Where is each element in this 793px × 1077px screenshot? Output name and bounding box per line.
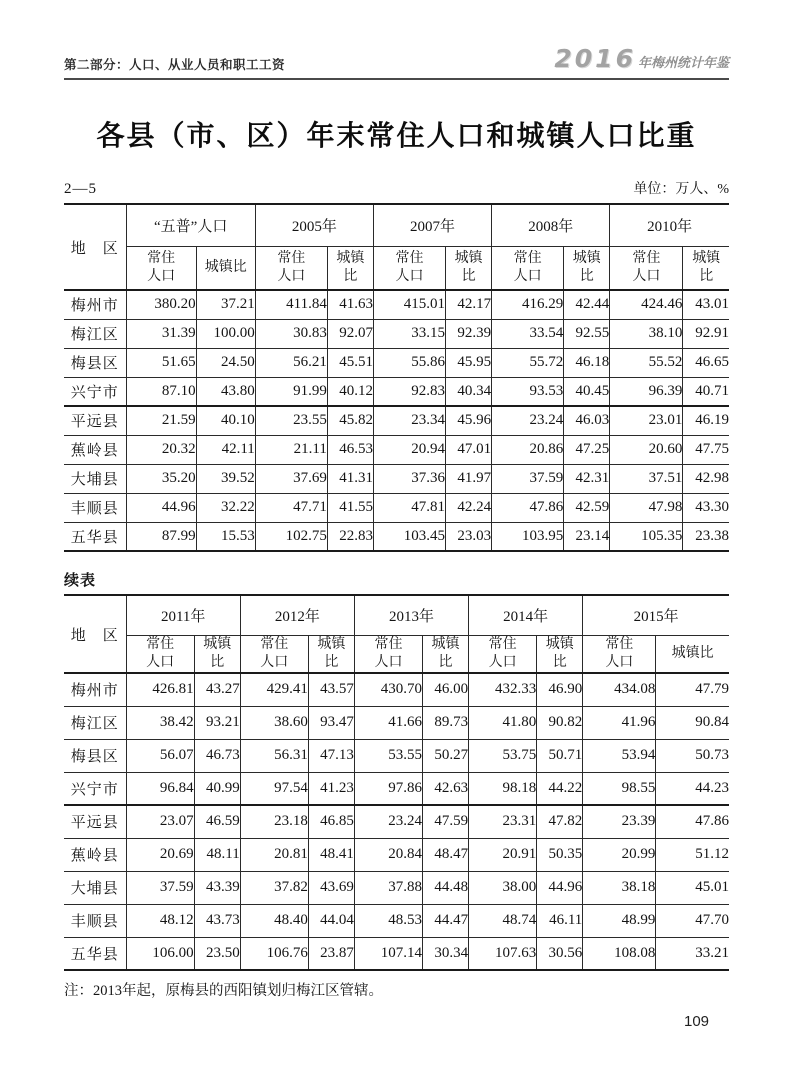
- value-cell: 48.12: [126, 904, 194, 937]
- region-cell: 平远县: [64, 406, 126, 435]
- region-cell: 丰顺县: [64, 904, 126, 937]
- value-cell: 20.81: [240, 838, 308, 871]
- value-cell: 92.83: [373, 377, 445, 406]
- value-cell: 87.99: [126, 522, 196, 551]
- value-cell: 15.53: [196, 522, 255, 551]
- value-cell: 105.35: [610, 522, 683, 551]
- value-cell: 31.39: [126, 319, 196, 348]
- value-cell: 42.24: [446, 493, 492, 522]
- value-cell: 47.86: [656, 805, 729, 838]
- value-cell: 93.21: [194, 706, 240, 739]
- region-cell: 五华县: [64, 522, 126, 551]
- value-cell: 93.47: [308, 706, 354, 739]
- value-cell: 24.50: [196, 348, 255, 377]
- value-cell: 41.96: [583, 706, 656, 739]
- value-cell: 41.63: [327, 290, 373, 319]
- value-cell: 47.82: [537, 805, 583, 838]
- value-cell: 40.45: [564, 377, 610, 406]
- table-row: [64, 937, 729, 970]
- value-cell: 98.55: [583, 772, 656, 805]
- value-cell: 23.38: [683, 522, 729, 551]
- value-cell: 47.98: [610, 493, 683, 522]
- column-group-header: 2008年: [492, 204, 610, 246]
- column-subheader: 常住 人口: [126, 635, 194, 673]
- value-cell: 48.40: [240, 904, 308, 937]
- value-cell: 89.73: [423, 706, 469, 739]
- column-group-header: “五普”人口: [126, 204, 255, 246]
- table-row: [64, 739, 729, 772]
- value-cell: 47.25: [564, 435, 610, 464]
- value-cell: 37.88: [354, 871, 422, 904]
- value-cell: 22.83: [327, 522, 373, 551]
- value-cell: 50.73: [656, 739, 729, 772]
- region-cell: 大埔县: [64, 871, 126, 904]
- table-row: [64, 904, 729, 937]
- value-cell: 429.41: [240, 673, 308, 706]
- value-cell: 20.69: [126, 838, 194, 871]
- value-cell: 35.20: [126, 464, 196, 493]
- column-subheader: 常住 人口: [255, 246, 327, 290]
- value-cell: 44.23: [656, 772, 729, 805]
- population-table-continued: [64, 594, 729, 971]
- population-table-continued-container: [64, 594, 729, 971]
- value-cell: 87.10: [126, 377, 196, 406]
- value-cell: 55.86: [373, 348, 445, 377]
- value-cell: 20.32: [126, 435, 196, 464]
- value-cell: 56.21: [255, 348, 327, 377]
- value-cell: 20.99: [583, 838, 656, 871]
- value-cell: 37.69: [255, 464, 327, 493]
- value-cell: 45.51: [327, 348, 373, 377]
- value-cell: 44.48: [423, 871, 469, 904]
- value-cell: 33.15: [373, 319, 445, 348]
- value-cell: 53.55: [354, 739, 422, 772]
- value-cell: 48.11: [194, 838, 240, 871]
- region-cell: 蕉岭县: [64, 435, 126, 464]
- value-cell: 103.95: [492, 522, 564, 551]
- value-cell: 92.91: [683, 319, 729, 348]
- table-row: [64, 706, 729, 739]
- table-row: [64, 805, 729, 838]
- column-subheader: 城镇 比: [194, 635, 240, 673]
- value-cell: 42.59: [564, 493, 610, 522]
- value-cell: 46.59: [194, 805, 240, 838]
- value-cell: 56.07: [126, 739, 194, 772]
- region-cell: 丰顺县: [64, 493, 126, 522]
- value-cell: 411.84: [255, 290, 327, 319]
- region-cell: 平远县: [64, 805, 126, 838]
- value-cell: 20.60: [610, 435, 683, 464]
- value-cell: 23.18: [240, 805, 308, 838]
- population-table-main-container: [64, 203, 729, 552]
- column-subheader: 城镇 比: [564, 246, 610, 290]
- value-cell: 37.51: [610, 464, 683, 493]
- value-cell: 23.24: [354, 805, 422, 838]
- value-cell: 23.24: [492, 406, 564, 435]
- logo-year: 2016: [554, 44, 636, 73]
- column-subheader: 常住 人口: [354, 635, 422, 673]
- value-cell: 41.55: [327, 493, 373, 522]
- running-header: [64, 0, 729, 80]
- value-cell: 32.22: [196, 493, 255, 522]
- unit-label: 单位：万人、%: [633, 182, 729, 197]
- page-number: 109: [684, 1013, 710, 1030]
- value-cell: 415.01: [373, 290, 445, 319]
- value-cell: 416.29: [492, 290, 564, 319]
- table-row: [64, 871, 729, 904]
- value-cell: 47.59: [423, 805, 469, 838]
- value-cell: 44.04: [308, 904, 354, 937]
- column-subheader: 城镇比: [656, 635, 729, 673]
- value-cell: 108.08: [583, 937, 656, 970]
- value-cell: 42.63: [423, 772, 469, 805]
- value-cell: 44.22: [537, 772, 583, 805]
- column-subheader: 城镇比: [196, 246, 255, 290]
- value-cell: 100.00: [196, 319, 255, 348]
- region-cell: 梅县区: [64, 348, 126, 377]
- value-cell: 47.71: [255, 493, 327, 522]
- value-cell: 48.41: [308, 838, 354, 871]
- table-row: [64, 435, 729, 464]
- value-cell: 55.52: [610, 348, 683, 377]
- column-group-header: 2007年: [373, 204, 491, 246]
- value-cell: 38.00: [469, 871, 537, 904]
- value-cell: 56.31: [240, 739, 308, 772]
- value-cell: 43.39: [194, 871, 240, 904]
- value-cell: 50.71: [537, 739, 583, 772]
- value-cell: 106.00: [126, 937, 194, 970]
- table-row: [64, 319, 729, 348]
- value-cell: 47.01: [446, 435, 492, 464]
- column-subheader: 城镇 比: [537, 635, 583, 673]
- value-cell: 46.18: [564, 348, 610, 377]
- region-cell: 兴宁市: [64, 377, 126, 406]
- page-title: 各县（市、区）年末常住人口和城镇人口比重: [96, 121, 697, 152]
- value-cell: 30.56: [537, 937, 583, 970]
- value-cell: 46.73: [194, 739, 240, 772]
- region-cell: 蕉岭县: [64, 838, 126, 871]
- value-cell: 20.86: [492, 435, 564, 464]
- value-cell: 23.39: [583, 805, 656, 838]
- value-cell: 98.18: [469, 772, 537, 805]
- value-cell: 20.84: [354, 838, 422, 871]
- value-cell: 91.99: [255, 377, 327, 406]
- column-subheader: 常住 人口: [610, 246, 683, 290]
- value-cell: 47.81: [373, 493, 445, 522]
- table-row: [64, 673, 729, 706]
- value-cell: 38.42: [126, 706, 194, 739]
- value-cell: 23.55: [255, 406, 327, 435]
- value-cell: 46.00: [423, 673, 469, 706]
- value-cell: 39.52: [196, 464, 255, 493]
- value-cell: 43.57: [308, 673, 354, 706]
- logo-text: 年梅州统计年鉴: [637, 55, 729, 70]
- value-cell: 37.36: [373, 464, 445, 493]
- column-subheader: 城镇 比: [423, 635, 469, 673]
- column-subheader: 城镇 比: [446, 246, 492, 290]
- value-cell: 41.97: [446, 464, 492, 493]
- continued-label: 续表: [64, 573, 97, 589]
- value-cell: 23.01: [610, 406, 683, 435]
- value-cell: 47.86: [492, 493, 564, 522]
- column-subheader: 常住 人口: [492, 246, 564, 290]
- value-cell: 48.47: [423, 838, 469, 871]
- value-cell: 43.27: [194, 673, 240, 706]
- subheader-row: [64, 635, 729, 673]
- column-group-header: 2013年: [354, 595, 468, 635]
- column-subheader: 城镇 比: [683, 246, 729, 290]
- column-group-header: 2012年: [240, 595, 354, 635]
- value-cell: 46.65: [683, 348, 729, 377]
- value-cell: 20.94: [373, 435, 445, 464]
- year-header-row: [64, 595, 729, 635]
- value-cell: 42.98: [683, 464, 729, 493]
- value-cell: 45.95: [446, 348, 492, 377]
- value-cell: 46.90: [537, 673, 583, 706]
- value-cell: 40.99: [194, 772, 240, 805]
- region-cell: 梅州市: [70, 298, 119, 315]
- region-cell: 兴宁市: [64, 772, 126, 805]
- value-cell: 92.07: [327, 319, 373, 348]
- region-cell: 梅江区: [64, 319, 126, 348]
- table-row: [64, 406, 729, 435]
- table-row: [64, 348, 729, 377]
- table-row: [64, 464, 729, 493]
- value-cell: 97.86: [354, 772, 422, 805]
- value-cell: 53.75: [469, 739, 537, 772]
- value-cell: 424.46: [610, 290, 683, 319]
- value-cell: 107.63: [469, 937, 537, 970]
- section-title: 第二部分：人口、从业人员和职工工资: [64, 58, 286, 72]
- value-cell: 43.73: [194, 904, 240, 937]
- population-table-main: [64, 203, 729, 552]
- region-cell: 大埔县: [64, 464, 126, 493]
- value-cell: 33.21: [656, 937, 729, 970]
- value-cell: 42.44: [564, 290, 610, 319]
- value-cell: 46.11: [537, 904, 583, 937]
- column-subheader: 常住 人口: [126, 246, 196, 290]
- region-column-header: 地 区: [64, 204, 126, 290]
- value-cell: 51.65: [126, 348, 196, 377]
- column-group-header: 2011年: [126, 595, 240, 635]
- region-cell: 梅江区: [64, 706, 126, 739]
- region-cell: 梅州市: [70, 683, 119, 700]
- value-cell: 43.69: [308, 871, 354, 904]
- value-cell: 41.80: [469, 706, 537, 739]
- value-cell: 47.79: [656, 673, 729, 706]
- value-cell: 43.80: [196, 377, 255, 406]
- value-cell: 38.60: [240, 706, 308, 739]
- value-cell: 37.82: [240, 871, 308, 904]
- table-row: [64, 493, 729, 522]
- value-cell: 40.34: [446, 377, 492, 406]
- value-cell: 45.01: [656, 871, 729, 904]
- column-subheader: 常住 人口: [469, 635, 537, 673]
- column-group-header: 2010年: [610, 204, 729, 246]
- column-subheader: 城镇 比: [308, 635, 354, 673]
- value-cell: 23.31: [469, 805, 537, 838]
- value-cell: 45.96: [446, 406, 492, 435]
- value-cell: 23.34: [373, 406, 445, 435]
- value-cell: 51.12: [656, 838, 729, 871]
- value-cell: 40.71: [683, 377, 729, 406]
- value-cell: 43.30: [683, 493, 729, 522]
- value-cell: 46.85: [308, 805, 354, 838]
- value-cell: 92.39: [446, 319, 492, 348]
- value-cell: 90.84: [656, 706, 729, 739]
- value-cell: 48.99: [583, 904, 656, 937]
- value-cell: 46.03: [564, 406, 610, 435]
- value-cell: 23.50: [194, 937, 240, 970]
- table-note: 注：2013年起，原梅县的西阳镇划归梅江区管辖。: [64, 983, 383, 999]
- value-cell: 50.35: [537, 838, 583, 871]
- value-cell: 38.18: [583, 871, 656, 904]
- column-subheader: 常住 人口: [373, 246, 445, 290]
- value-cell: 380.20: [126, 290, 196, 319]
- value-cell: 40.10: [196, 406, 255, 435]
- value-cell: 430.70: [354, 673, 422, 706]
- column-group-header: 2005年: [255, 204, 373, 246]
- column-subheader: 常住 人口: [583, 635, 656, 673]
- value-cell: 38.10: [610, 319, 683, 348]
- table-code: 2—5: [64, 181, 97, 197]
- value-cell: 45.82: [327, 406, 373, 435]
- value-cell: 30.83: [255, 319, 327, 348]
- value-cell: 41.23: [308, 772, 354, 805]
- value-cell: 48.53: [354, 904, 422, 937]
- value-cell: 20.91: [469, 838, 537, 871]
- column-group-header: 2014年: [469, 595, 583, 635]
- value-cell: 92.55: [564, 319, 610, 348]
- value-cell: 41.66: [354, 706, 422, 739]
- value-cell: 43.01: [683, 290, 729, 319]
- value-cell: 37.59: [492, 464, 564, 493]
- value-cell: 50.27: [423, 739, 469, 772]
- table-row: [64, 522, 729, 551]
- value-cell: 23.14: [564, 522, 610, 551]
- table-row: [64, 838, 729, 871]
- subheader-row: [64, 246, 729, 290]
- value-cell: 434.08: [583, 673, 656, 706]
- value-cell: 42.31: [564, 464, 610, 493]
- value-cell: 30.34: [423, 937, 469, 970]
- value-cell: 96.39: [610, 377, 683, 406]
- value-cell: 90.82: [537, 706, 583, 739]
- value-cell: 432.33: [469, 673, 537, 706]
- value-cell: 47.75: [683, 435, 729, 464]
- value-cell: 106.76: [240, 937, 308, 970]
- value-cell: 47.70: [656, 904, 729, 937]
- value-cell: 426.81: [126, 673, 194, 706]
- table-meta-row: [64, 178, 729, 198]
- value-cell: 44.47: [423, 904, 469, 937]
- table-row: [64, 290, 729, 319]
- value-cell: 23.07: [126, 805, 194, 838]
- region-column-header: 地 区: [64, 595, 126, 673]
- value-cell: 48.74: [469, 904, 537, 937]
- value-cell: 44.96: [126, 493, 196, 522]
- table-row: [64, 772, 729, 805]
- value-cell: 103.45: [373, 522, 445, 551]
- yearbook-logo: [554, 44, 729, 73]
- value-cell: 96.84: [126, 772, 194, 805]
- value-cell: 40.12: [327, 377, 373, 406]
- column-group-header: 2015年: [583, 595, 729, 635]
- region-cell: 五华县: [64, 937, 126, 970]
- value-cell: 21.11: [255, 435, 327, 464]
- column-subheader: 常住 人口: [240, 635, 308, 673]
- value-cell: 93.53: [492, 377, 564, 406]
- value-cell: 33.54: [492, 319, 564, 348]
- value-cell: 23.87: [308, 937, 354, 970]
- value-cell: 41.31: [327, 464, 373, 493]
- column-subheader: 城镇 比: [327, 246, 373, 290]
- value-cell: 44.96: [537, 871, 583, 904]
- value-cell: 42.11: [196, 435, 255, 464]
- value-cell: 53.94: [583, 739, 656, 772]
- value-cell: 55.72: [492, 348, 564, 377]
- value-cell: 46.53: [327, 435, 373, 464]
- value-cell: 46.19: [683, 406, 729, 435]
- value-cell: 23.03: [446, 522, 492, 551]
- value-cell: 102.75: [255, 522, 327, 551]
- value-cell: 37.59: [126, 871, 194, 904]
- year-header-row: [64, 204, 729, 246]
- table-row: [64, 377, 729, 406]
- value-cell: 37.21: [196, 290, 255, 319]
- region-cell: 梅县区: [64, 739, 126, 772]
- value-cell: 97.54: [240, 772, 308, 805]
- value-cell: 42.17: [446, 290, 492, 319]
- value-cell: 107.14: [354, 937, 422, 970]
- value-cell: 47.13: [308, 739, 354, 772]
- value-cell: 21.59: [126, 406, 196, 435]
